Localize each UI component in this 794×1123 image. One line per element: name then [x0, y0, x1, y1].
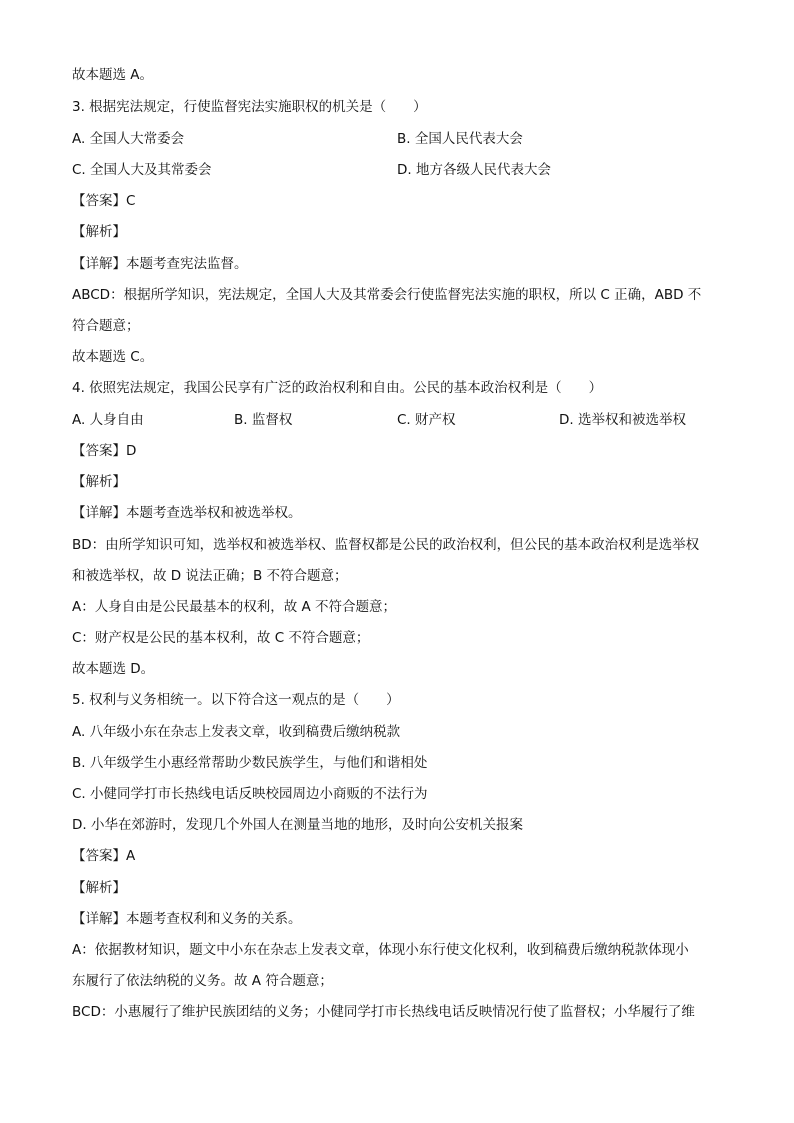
q3-explanation-line-1: ABCD：根据所学知识，宪法规定，全国人大及其常委会行使监督宪法实施的职权，所以 C 正确，ABD 不	[72, 287, 702, 303]
q3-conclusion: 故本题选 C。	[72, 349, 154, 365]
q4-explanation-line-1: BD：由所学知识可知，选举权和被选举权、监督权都是公民的政治权利，但公民的基本政治权利是选举权	[72, 537, 700, 553]
q5-explanation-line-2: 东履行了依法纳税的义务。故 A 符合题意；	[72, 973, 333, 989]
q3-detail: 【详解】本题考查宪法监督。	[72, 256, 248, 272]
q3-option-a: A. 全国人大常委会	[72, 131, 185, 147]
q3-stem: 3. 根据宪法规定，行使监督宪法实施职权的机关是（ ）	[72, 99, 427, 115]
q4-option-d: D. 选举权和被选举权	[559, 412, 686, 428]
q4-conclusion: 故本题选 D。	[72, 661, 155, 677]
q3-option-b: B. 全国人民代表大会	[397, 131, 523, 147]
q5-explanation-line-3: BCD：小惠履行了维护民族团结的义务；小健同学打市长热线电话反映情况行使了监督权；小华履行了维	[72, 1004, 695, 1020]
q4-stem: 4. 依照宪法规定，我国公民享有广泛的政治权利和自由。公民的基本政治权利是（ ）	[72, 380, 603, 396]
q5-option-d: D. 小华在郊游时，发现几个外国人在测量当地的地形，及时向公安机关报案	[72, 817, 523, 833]
q4-detail: 【详解】本题考查选举权和被选举权。	[72, 505, 302, 521]
q5-option-b: B. 八年级学生小惠经常帮助少数民族学生，与他们和谐相处	[72, 755, 428, 771]
q5-option-a: A. 八年级小东在杂志上发表文章，收到稿费后缴纳税款	[72, 724, 401, 740]
q3-analysis-label: 【解析】	[72, 224, 126, 240]
q5-explanation-line-1: A：依据教材知识，题文中小东在杂志上发表文章，体现小东行使文化权利，收到稿费后缴纳税款体现小	[72, 942, 689, 958]
q5-option-c: C. 小健同学打市长热线电话反映校园周边小商贩的不法行为	[72, 786, 428, 802]
q5-stem: 5. 权利与义务相统一。以下符合这一观点的是（ ）	[72, 692, 400, 708]
q3-option-c: C. 全国人大及其常委会	[72, 162, 212, 178]
q4-explanation-line-4: C：财产权是公民的基本权利，故 C 不符合题意；	[72, 630, 370, 646]
q4-option-c: C. 财产权	[397, 412, 456, 428]
q5-analysis-label: 【解析】	[72, 880, 126, 896]
q4-option-a: A. 人身自由	[72, 412, 144, 428]
q3-answer: 【答案】C	[72, 193, 136, 209]
q4-analysis-label: 【解析】	[72, 474, 126, 490]
q4-answer: 【答案】D	[72, 443, 137, 459]
q4-option-b: B. 监督权	[234, 412, 293, 428]
q3-option-d: D. 地方各级人民代表大会	[397, 162, 551, 178]
q3-explanation-line-2: 符合题意；	[72, 318, 140, 334]
q5-detail: 【详解】本题考查权利和义务的关系。	[72, 911, 302, 927]
q2-conclusion: 故本题选 A。	[72, 67, 154, 83]
q5-answer: 【答案】A	[72, 848, 136, 864]
q4-explanation-line-3: A：人身自由是公民最基本的权利，故 A 不符合题意；	[72, 599, 397, 615]
q4-explanation-line-2: 和被选举权，故 D 说法正确；B 不符合题意；	[72, 568, 348, 584]
